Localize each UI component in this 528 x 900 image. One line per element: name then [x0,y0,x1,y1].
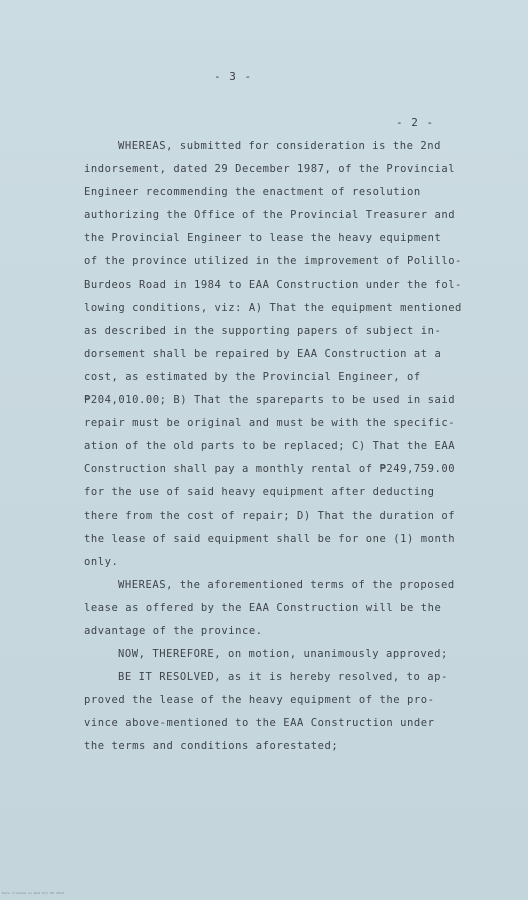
text-line: NOW, THEREFORE, on motion, unanimously approved; [118,648,448,661]
text-line: lowing conditions, viz: A) That the equipment mentioned [84,301,462,314]
text-line: only. [84,555,119,568]
page-number-mark: - 3 - [214,70,253,83]
text-line: vince above-mentioned to the EAA Construction under [84,717,435,730]
text-line: advantage of the province. [84,624,263,637]
text-line: Construction shall pay a monthly rental of ₱249,759.00 [84,463,456,476]
text-line: for the use of said heavy equipment after deducting [84,486,435,499]
text-line: of the province utilized in the improvement of Polillo- [84,255,462,268]
text-line: repair must be original and must be with the specific- [84,417,456,430]
text-line: Engineer recommending the enactment of resolution [84,186,421,199]
text-line: there from the cost of repair; D) That the duration of [84,509,456,522]
text-line: indorsement, dated 29 December 1987, of the Provincial [84,163,456,176]
text-line: WHEREAS, the aforementioned terms of the proposed [118,578,455,591]
text-line: proved the lease of the heavy equipment of the pro- [84,694,435,707]
text-line: authorizing the Office of the Provincial Treasurer and [84,209,456,222]
text-line: WHEREAS, submitted for consideration is the 2nd [118,140,441,152]
text-line: the lease of said equipment shall be for one (1) month [84,532,456,545]
text-line: the Provincial Engineer to lease the heavy equipment [84,232,442,245]
text-line: lease as offered by the EAA Construction will be the [84,601,442,614]
text-line: as described in the supporting papers of subject in- [84,324,442,337]
resolution-body-text [84,135,474,759]
text-line: ation of the old parts to be replaced; C) That the EAA [84,440,456,453]
text-line: cost, as estimated by the Provincial Engineer, of [84,370,421,383]
page-sub-number-mark: - 2 - [396,116,435,129]
text-line: BE IT RESOLVED, as it is hereby resolved, to ap- [118,671,448,684]
text-line: dorsement shall be repaired by EAA Construction at a [84,347,442,360]
text-line: the terms and conditions aforestated; [84,740,339,753]
text-line: Burdeos Road in 1984 to EAA Construction under the fol- [84,278,462,291]
text-line: ₱204,010.00; B) That the spareparts to be used in said [84,394,456,407]
scan-footer-text: Date Created on Wed Oct 09 2019 [2,891,65,895]
